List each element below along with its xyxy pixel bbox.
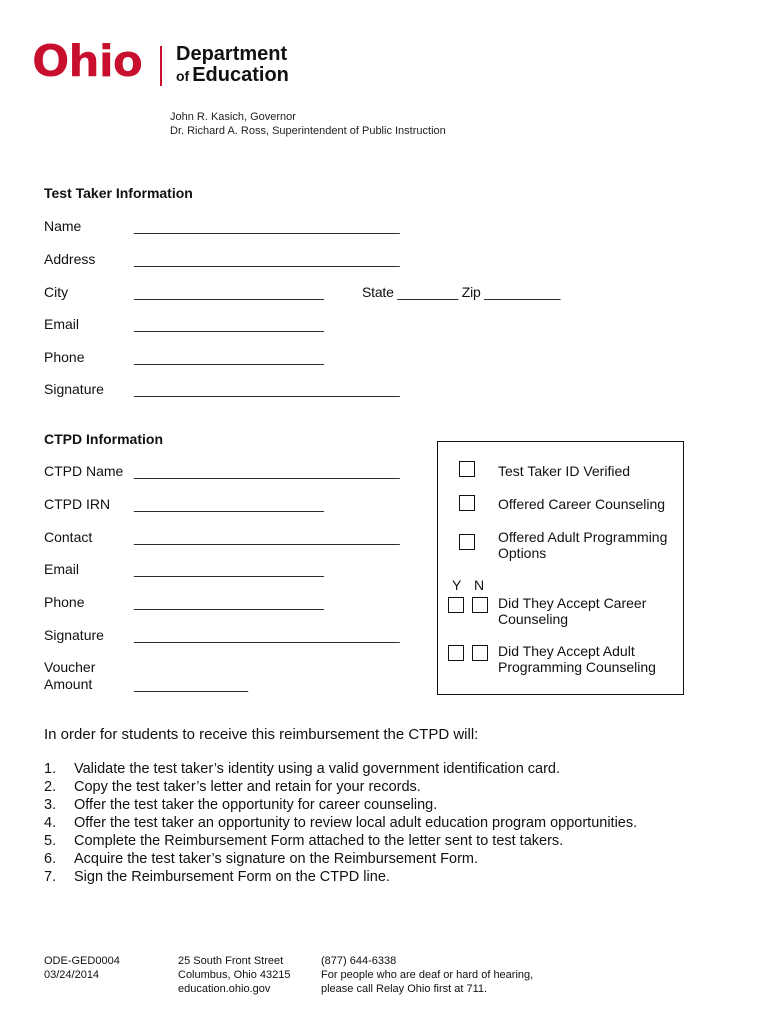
email-label: Email xyxy=(44,316,80,332)
department-line1: Department xyxy=(176,43,288,65)
name-label: Name xyxy=(44,218,82,234)
voucher-amount-field[interactable]: _______________ xyxy=(134,676,248,692)
voucher-label-line2: Amount xyxy=(44,676,93,692)
no-column-label: N xyxy=(474,577,485,593)
department-line2 xyxy=(176,65,289,86)
instruction-step: 3. Offer the test taker the opportunity for career counseling. xyxy=(44,797,438,813)
accept-adult-label: Did They Accept Adult Programming Counseling xyxy=(498,643,656,675)
ctpd-title: CTPD Information xyxy=(44,431,163,447)
career-counseling-label: Offered Career Counseling xyxy=(498,496,666,512)
ctpd-phone-label: Phone xyxy=(44,594,85,610)
ctpd-name-field[interactable]: ___________________________________ xyxy=(134,463,400,479)
form-date: 03/24/2014 xyxy=(44,969,100,981)
signature-field[interactable]: ___________________________________ xyxy=(134,381,400,397)
ctpd-name-label: CTPD Name xyxy=(44,463,124,479)
instruction-step: 4. Offer the test taker an opportunity to review local adult education program opportunities. xyxy=(44,815,638,831)
email-field[interactable]: _________________________ xyxy=(134,316,324,332)
instruction-step: 7. Sign the Reimbursement Form on the CTPD line. xyxy=(44,869,390,885)
city-field[interactable]: _________________________ xyxy=(134,284,324,300)
footer-phone: (877) 644-6338 xyxy=(321,955,397,967)
id-verified-label: Test Taker ID Verified xyxy=(498,463,631,479)
state-zip-field[interactable]: State ________ Zip __________ xyxy=(362,284,561,300)
phone-field[interactable]: _________________________ xyxy=(134,349,324,365)
accept-career-label: Did They Accept Career Counseling xyxy=(498,595,647,627)
footer-relay1: For people who are deaf or hard of hearing, xyxy=(321,969,534,981)
address-field[interactable]: ___________________________________ xyxy=(134,251,400,267)
instruction-step: 1. Validate the test taker’s identity using a valid government identification card. xyxy=(44,761,561,777)
department-name xyxy=(176,44,289,86)
adult-programming-label: Offered Adult Programming Options xyxy=(498,529,668,561)
ctpd-irn-field[interactable]: _________________________ xyxy=(134,496,324,512)
contact-label: Contact xyxy=(44,529,93,545)
ctpd-phone-field[interactable]: _________________________ xyxy=(134,594,324,610)
id-verified-checkbox[interactable] xyxy=(459,461,475,477)
yes-column-label: Y xyxy=(452,577,462,593)
signature-label: Signature xyxy=(44,381,104,397)
contact-field[interactable]: ___________________________________ xyxy=(134,529,400,545)
instruction-step: 6. Acquire the test taker’s signature on the Reimbursement Form. xyxy=(44,851,479,867)
name-field[interactable]: ___________________________________ xyxy=(134,218,400,234)
accept-adult-no-checkbox[interactable] xyxy=(472,645,488,661)
address-label: Address xyxy=(44,251,96,267)
instructions-intro: In order for students to receive this reimbursement the CTPD will: xyxy=(44,726,479,743)
phone-label: Phone xyxy=(44,349,85,365)
ctpd-email-label: Email xyxy=(44,561,80,577)
ctpd-signature-field[interactable]: ___________________________________ xyxy=(134,627,400,643)
adult-programming-checkbox[interactable] xyxy=(459,534,475,550)
ctpd-email-field[interactable]: _________________________ xyxy=(134,561,324,577)
ctpd-irn-label: CTPD IRN xyxy=(44,496,111,512)
department-of: of xyxy=(176,68,190,84)
voucher-label-line1: Voucher xyxy=(44,659,96,675)
footer-address2: Columbus, Ohio 43215 xyxy=(178,969,291,981)
footer-website[interactable]: education.ohio.gov xyxy=(178,983,271,995)
accept-adult-yes-checkbox[interactable] xyxy=(448,645,464,661)
footer-relay2: please call Relay Ohio first at 711. xyxy=(321,983,488,995)
instructions-list xyxy=(44,760,637,886)
governor-line: John R. Kasich, Governor xyxy=(170,111,296,123)
department-education: Education xyxy=(192,64,289,86)
career-counseling-checkbox[interactable] xyxy=(459,495,475,511)
ctpd-signature-label: Signature xyxy=(44,627,104,643)
instruction-step: 2. Copy the test taker’s letter and retain for your records. xyxy=(44,779,421,795)
city-label: City xyxy=(44,284,69,300)
form-id: ODE-GED0004 xyxy=(44,955,120,967)
ohio-logo: Ohio xyxy=(32,36,143,87)
accept-career-yes-checkbox[interactable] xyxy=(448,597,464,613)
footer-address1: 25 South Front Street xyxy=(178,955,284,967)
test-taker-title: Test Taker Information xyxy=(44,185,193,201)
logo-divider xyxy=(160,46,162,86)
instruction-step: 5. Complete the Reimbursement Form attached to the letter sent to test takers. xyxy=(44,833,564,849)
accept-career-no-checkbox[interactable] xyxy=(472,597,488,613)
superintendent-line: Dr. Richard A. Ross, Superintendent of Public Instruction xyxy=(170,125,446,137)
